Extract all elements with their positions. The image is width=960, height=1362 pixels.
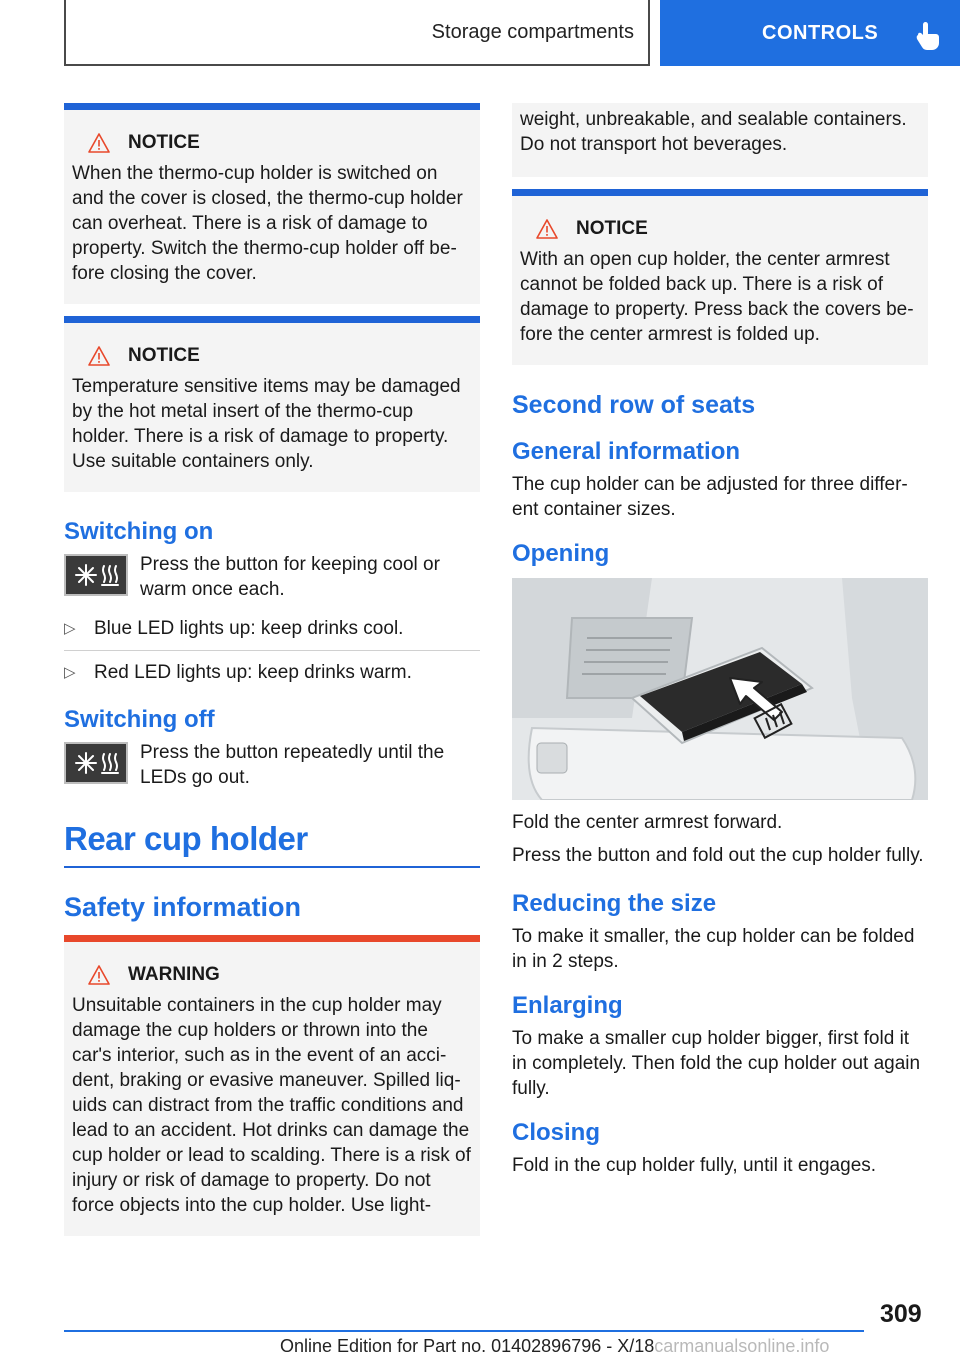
reducing-text: To make it smaller, the cup holder can be folded in in 2 steps.: [512, 926, 915, 972]
snowflake-icon: [74, 751, 98, 775]
heading-switching-off: Switching off: [64, 706, 215, 733]
triangle-bullet-icon: ▷: [64, 620, 76, 637]
general-information-text: The cup holder can be adjusted for three differ-ent container sizes.: [512, 474, 908, 520]
warning-text: Unsuitable containers in the cup holder may damage the cup holders or thrown into the car's interior, such as in the event of an acci-dent, braking or evasive maneuver. Spilled liq-uids can distract from the traffic conditions and lead to an accident. Hot drinks can damage the cup holder or lead to scalding. There is a risk of injury or risk of damage to property. Do not force objects into the cup holder. Use light-: [72, 995, 471, 1216]
heading-general-information: General information: [512, 438, 741, 465]
heading-closing: Closing: [512, 1119, 600, 1146]
led-list: [64, 616, 480, 694]
triangle-bullet-icon: ▷: [64, 664, 76, 681]
page-number: 309: [880, 1300, 922, 1328]
warning-triangle-icon: [88, 965, 110, 985]
chapter-tab[interactable]: [660, 0, 960, 66]
hand-pointer-icon: [914, 21, 940, 51]
heading-rear-cup-holder: Rear cup holder: [64, 820, 480, 868]
thermo-button-image: [64, 554, 128, 596]
section-title: Storage compartments: [64, 0, 650, 66]
switching-on-text: Press the button for keeping cool or warm once each.: [140, 554, 440, 600]
opening-text-2: Press the button and fold out the cup holder fully.: [512, 845, 924, 866]
right-column: [512, 103, 928, 1178]
notice-box: [64, 316, 480, 492]
list-item: ▷ Blue LED lights up: keep drinks cool.: [64, 616, 480, 651]
watermark: carmanualsonline.info: [654, 1336, 830, 1356]
thermo-button-image: [64, 742, 128, 784]
heat-waves-icon: [101, 751, 119, 775]
heading-second-row: Second row of seats: [512, 391, 756, 419]
page-header: [0, 0, 960, 66]
chapter-label: CONTROLS: [762, 21, 879, 44]
notice-text: With an open cup holder, the center armrest cannot be folded back up. There is a risk of damage to property. Press back the covers be-fore the center armrest is folded up.: [520, 249, 914, 345]
notice-box: [64, 103, 480, 304]
warning-text-continued: weight, unbreakable, and sealable containers. Do not transport hot beverages.: [520, 109, 907, 155]
heat-waves-icon: [101, 563, 119, 587]
enlarging-text: To make a smaller cup holder bigger, first fold it in completely. Then fold the cup holder out again fully.: [512, 1028, 921, 1099]
heading-enlarging: Enlarging: [512, 992, 623, 1019]
armrest-photo: [512, 578, 928, 800]
warning-triangle-icon: [88, 133, 110, 153]
notice-text: When the thermo-cup holder is switched on and the cover is closed, the thermo-cup holder can overheat. There is a risk of damage to property. Switch the thermo-cup holder off be-fore closing the cover.: [72, 163, 463, 284]
footer: [280, 1336, 829, 1357]
snowflake-icon: [74, 563, 98, 587]
heading-safety-information: Safety information: [64, 892, 302, 922]
armrest-illustration: [512, 578, 928, 800]
warning-box-continued: [512, 103, 928, 177]
notice-text: Temperature sensitive items may be damaged by the hot metal insert of the thermo-cup holder. There is a risk of damage to property. Use suitable containers only.: [72, 376, 461, 472]
warning-triangle-icon: [536, 219, 558, 239]
footer-text: Online Edition for Part no. 01402896796 - X/18: [280, 1336, 655, 1356]
list-item: ▷ Red LED lights up: keep drinks warm.: [64, 662, 412, 683]
notice-title: NOTICE: [576, 218, 648, 239]
notice-title: NOTICE: [128, 345, 200, 366]
notice-title: NOTICE: [128, 132, 200, 153]
notice-box: [512, 189, 928, 365]
heading-reducing-size: Reducing the size: [512, 890, 717, 917]
switching-off-text: Press the button repeatedly until the LEDs go out.: [140, 742, 445, 788]
opening-text-1: Fold the center armrest forward.: [512, 812, 783, 833]
warning-box: [64, 935, 480, 1236]
heading-switching-on: Switching on: [64, 518, 214, 545]
warning-title: WARNING: [128, 964, 220, 985]
footer-divider: [64, 1330, 864, 1332]
left-column: [64, 103, 480, 1236]
heading-opening: Opening: [512, 540, 610, 567]
closing-text: Fold in the cup holder fully, until it engages.: [512, 1155, 877, 1176]
warning-triangle-icon: [88, 346, 110, 366]
